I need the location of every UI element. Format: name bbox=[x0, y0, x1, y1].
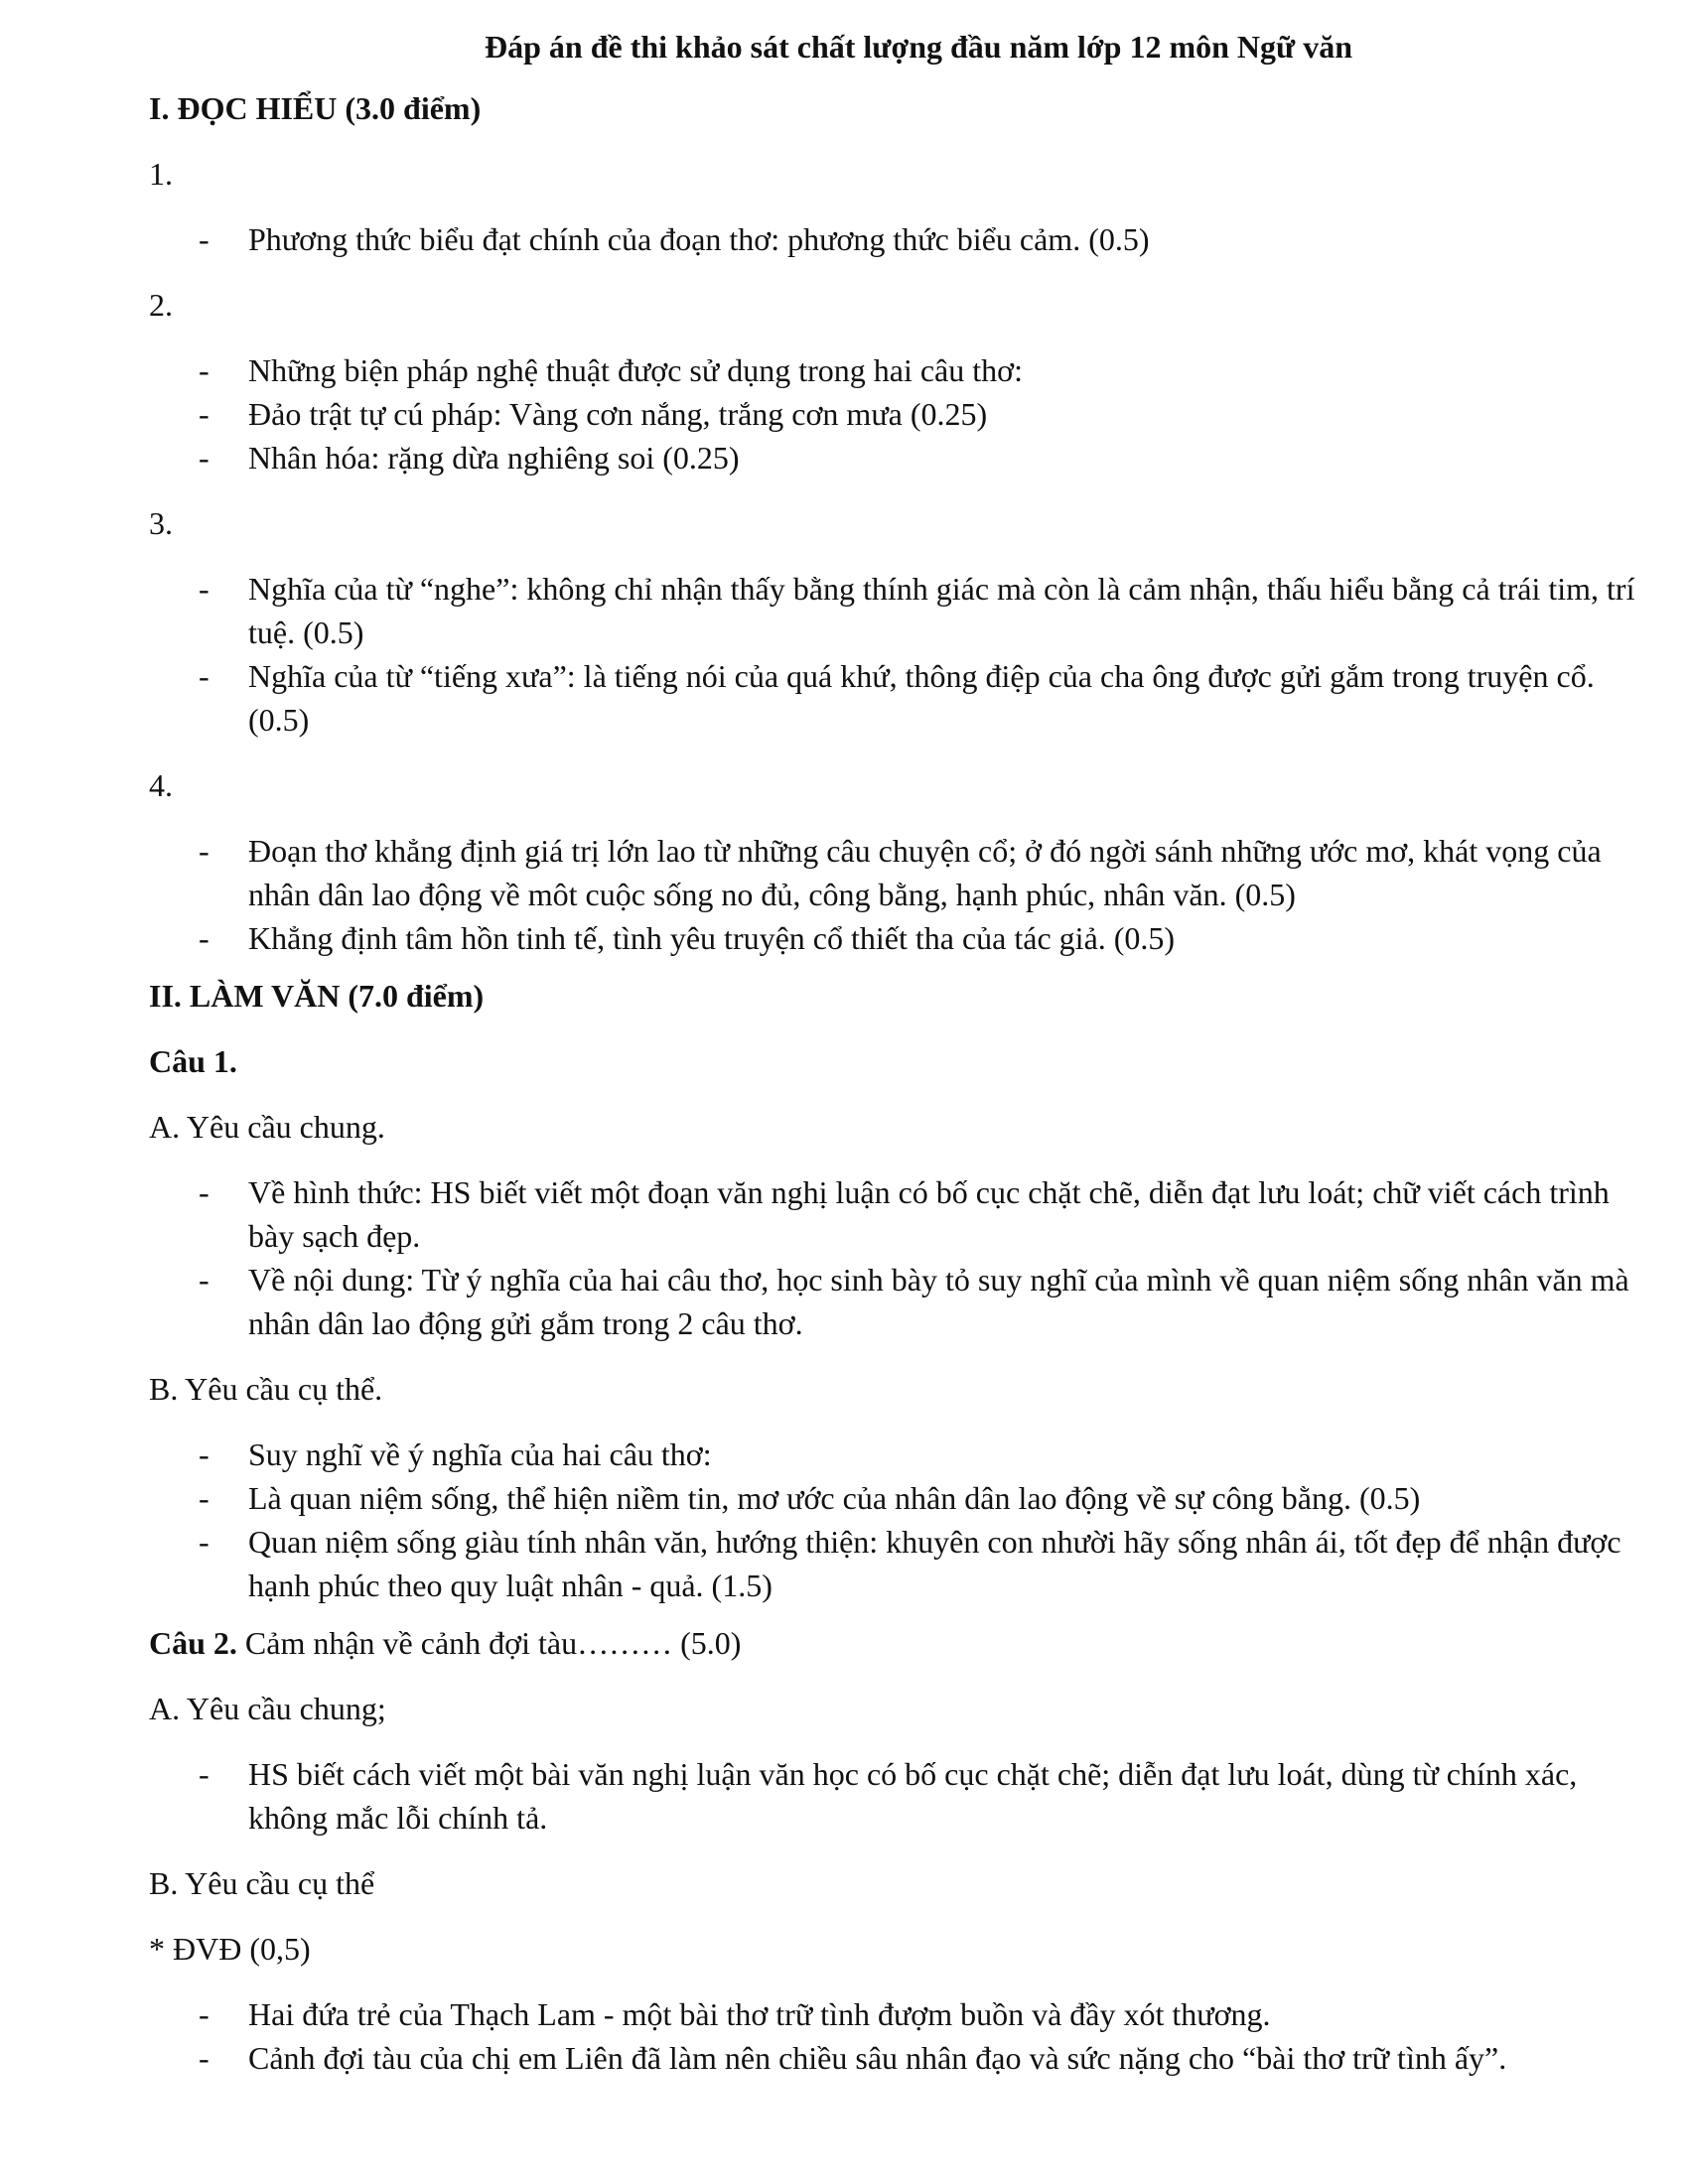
list-item: - Khẳng định tâm hồn tinh tế, tình yêu truyện cổ thiết tha của tác giả. (0.5) bbox=[199, 916, 1648, 960]
cau1-specific-requirements-list bbox=[149, 1433, 1648, 1607]
document-title: Đáp án đề thi khảo sát chất lượng đầu năm lớp 12 môn Ngữ văn bbox=[484, 29, 1353, 65]
answer-list-q1 bbox=[149, 217, 1648, 261]
list-item: - Đảo trật tự cú pháp: Vàng cơn nắng, trắng cơn mưa (0.25) bbox=[199, 392, 1648, 436]
cau1-specific-requirements-heading: B. Yêu cầu cụ thể. bbox=[149, 1371, 383, 1407]
cau1-general-requirements-list bbox=[149, 1170, 1648, 1345]
cau1-general-requirements-heading: A. Yêu cầu chung. bbox=[149, 1109, 385, 1145]
list-item: - Nghĩa của từ “tiếng xưa”: là tiếng nói của quá khứ, thông điệp của cha ông được gửi gắm trong truyện cổ. (0.5) bbox=[199, 654, 1648, 742]
cau1-label: Câu 1. bbox=[149, 1043, 237, 1079]
section-heading-reading: I. ĐỌC HIỂU (3.0 điểm) bbox=[149, 90, 482, 126]
cau2-general-requirements-heading: A. Yêu cầu chung; bbox=[149, 1691, 386, 1726]
answer-list-q3 bbox=[149, 567, 1648, 742]
list-item: - Quan niệm sống giàu tính nhân văn, hướng thiện: khuyên con nhười hãy sống nhân ái, tốt đẹp để nhận được hạnh phúc theo quy luật nhân - quả. (1.5) bbox=[199, 1520, 1648, 1607]
list-item: - Những biện pháp nghệ thuật được sử dụng trong hai câu thơ: bbox=[199, 348, 1648, 392]
list-item: - Hai đứa trẻ của Thạch Lam - một bài thơ trữ tình đượm buồn và đầy xót thương. bbox=[199, 1992, 1648, 2036]
list-item: - Về hình thức: HS biết viết một đoạn văn nghị luận có bố cục chặt chẽ, diễn đạt lưu loát; chữ viết cách trình bày sạch đẹp. bbox=[199, 1170, 1648, 1258]
list-item: - Là quan niệm sống, thể hiện niềm tin, mơ ước của nhân dân lao động về sự công bằng. (0.5) bbox=[199, 1476, 1648, 1520]
dvd-heading: * ĐVĐ (0,5) bbox=[149, 1931, 311, 1967]
cau2-heading bbox=[149, 1621, 1648, 1665]
question-number-3: 3. bbox=[149, 505, 173, 541]
section-heading-writing: II. LÀM VĂN (7.0 điểm) bbox=[149, 978, 485, 1014]
dvd-list bbox=[149, 1992, 1648, 2080]
cau2-specific-requirements-heading: B. Yêu cầu cụ thể bbox=[149, 1865, 375, 1901]
answer-list-q2 bbox=[149, 348, 1648, 479]
cau2-general-requirements-list bbox=[149, 1752, 1648, 1840]
list-item: - Nghĩa của từ “nghe”: không chỉ nhận thấy bằng thính giác mà còn là cảm nhận, thấu hiểu bằng cả trái tim, trí tuệ. (0.5) bbox=[199, 567, 1648, 654]
cau2-label: Câu 2. bbox=[149, 1625, 237, 1661]
list-item: - Nhân hóa: rặng dừa nghiêng soi (0.25) bbox=[199, 436, 1648, 479]
list-item: - Cảnh đợi tàu của chị em Liên đã làm nên chiều sâu nhân đạo và sức nặng cho “bài thơ trữ tình ấy”. bbox=[199, 2036, 1648, 2080]
question-number-1: 1. bbox=[149, 156, 173, 192]
question-number-2: 2. bbox=[149, 287, 173, 323]
list-item: - Về nội dung: Từ ý nghĩa của hai câu thơ, học sinh bày tỏ suy nghĩ của mình về quan niệm sống nhân văn mà nhân dân lao động gửi gắm trong 2 câu thơ. bbox=[199, 1258, 1648, 1345]
answer-list-q4 bbox=[149, 829, 1648, 960]
question-number-4: 4. bbox=[149, 767, 173, 803]
list-item: - HS biết cách viết một bài văn nghị luận văn học có bố cục chặt chẽ; diễn đạt lưu loát, dùng từ chính xác, không mắc lỗi chính tả. bbox=[199, 1752, 1648, 1840]
list-item: - Đoạn thơ khẳng định giá trị lớn lao từ những câu chuyện cổ; ở đó ngời sánh những ước mơ, khát vọng của nhân dân lao động về môt cuộc sống no đủ, công bằng, hạnh phúc, nhân văn. (0.5) bbox=[199, 829, 1648, 916]
list-item: - Suy nghĩ về ý nghĩa của hai câu thơ: bbox=[199, 1433, 1648, 1476]
list-item: - Phương thức biểu đạt chính của đoạn thơ: phương thức biểu cảm. (0.5) bbox=[199, 217, 1648, 261]
cau2-prompt: Cảm nhận về cảnh đợi tàu……… (5.0) bbox=[236, 1625, 742, 1661]
